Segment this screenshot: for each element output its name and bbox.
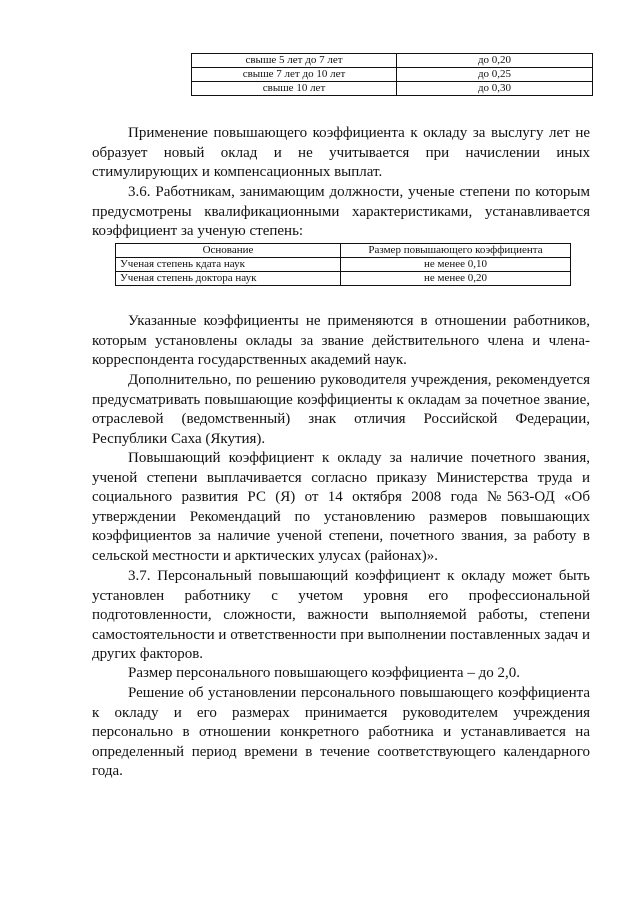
period-cell: свыше 5 лет до 7 лет [192,54,397,68]
coefficient-cell: до 0,20 [397,54,593,68]
table-row [192,68,593,82]
coefficient-cell: не менее 0,20 [341,272,571,286]
paragraph-order-reference: Повышающий коэффициент к окладу за наличие почетного звания, ученой степени выплачивается согласно приказу Министерства труда и социального развития РС (Я) от 14 октября 2008 года №563-ОД «Об утверждении Рекомендаций по установлению размеров повышающих коэффициентов за наличие ученой степени, почетного звания, за работу в сельской местности и арктических улусах (районах)». [92,450,590,564]
coefficient-cell: до 0,25 [397,68,593,82]
paragraph-3-7: 3.7. Персональный повышающий коэффициент к окладу может быть установлен работнику с учетом уровня его профессиональной подготовленности, сложности, важности выполняемой работы, степени самостоятельности и ответственности при выполнении поставленных задач и других факторов. [92,568,590,663]
seniority-coefficient-table [191,53,593,96]
paragraph-seniority-note: Применение повышающего коэффициента к окладу за выслугу лет не образует новый оклад и не учитывается при начислении иных стимулирующих и компенсационных выплат. [92,125,590,181]
basis-cell: Ученая степень доктора наук [116,272,341,286]
period-cell: свыше 10 лет [192,82,397,96]
paragraph-honorary-title: Дополнительно, по решению руководителя учреждения, рекомендуется предусматривать повышающие коэффициенты к окладам за почетное звание, отраслевой (ведомственный) знак отличия Российской Федерации, Республики Саха (Якутия). [92,372,590,447]
basis-cell: Ученая степень кдата наук [116,258,341,272]
paragraph-personal-coefficient-size: Размер персонального повышающего коэффициента – до 2,0. [128,665,520,681]
table-row [192,54,593,68]
column-header-basis: Основание [116,244,341,258]
paragraph-personal-coefficient-decision: Решение об установлении персонального повышающего коэффициента к окладу и его размерах принимается руководителем учреждения персонально в отношении конкретного работника и устанавливается на определенный период времени в течение соответствующего календарного года. [92,685,590,780]
column-header-size: Размер повышающего коэффициента [341,244,571,258]
period-cell: свыше 7 лет до 10 лет [192,68,397,82]
paragraph-academician-exception: Указанные коэффициенты не применяются в отношении работников, которым установлены оклады за звание действительного члена и члена-корреспондента государственных академий наук. [92,313,590,369]
table-row [192,82,593,96]
coefficient-cell: не менее 0,10 [341,258,571,272]
paragraph-3-6: 3.6. Работникам, занимающим должности, ученые степени по которым предусмотрены квалификационными характеристиками, устанавливается коэффициент за ученую степень: [92,184,590,240]
table-row [116,272,571,286]
table-row [116,258,571,272]
coefficient-cell: до 0,30 [397,82,593,96]
table-header-row [116,244,571,258]
academic-degree-coefficient-table [115,243,571,286]
